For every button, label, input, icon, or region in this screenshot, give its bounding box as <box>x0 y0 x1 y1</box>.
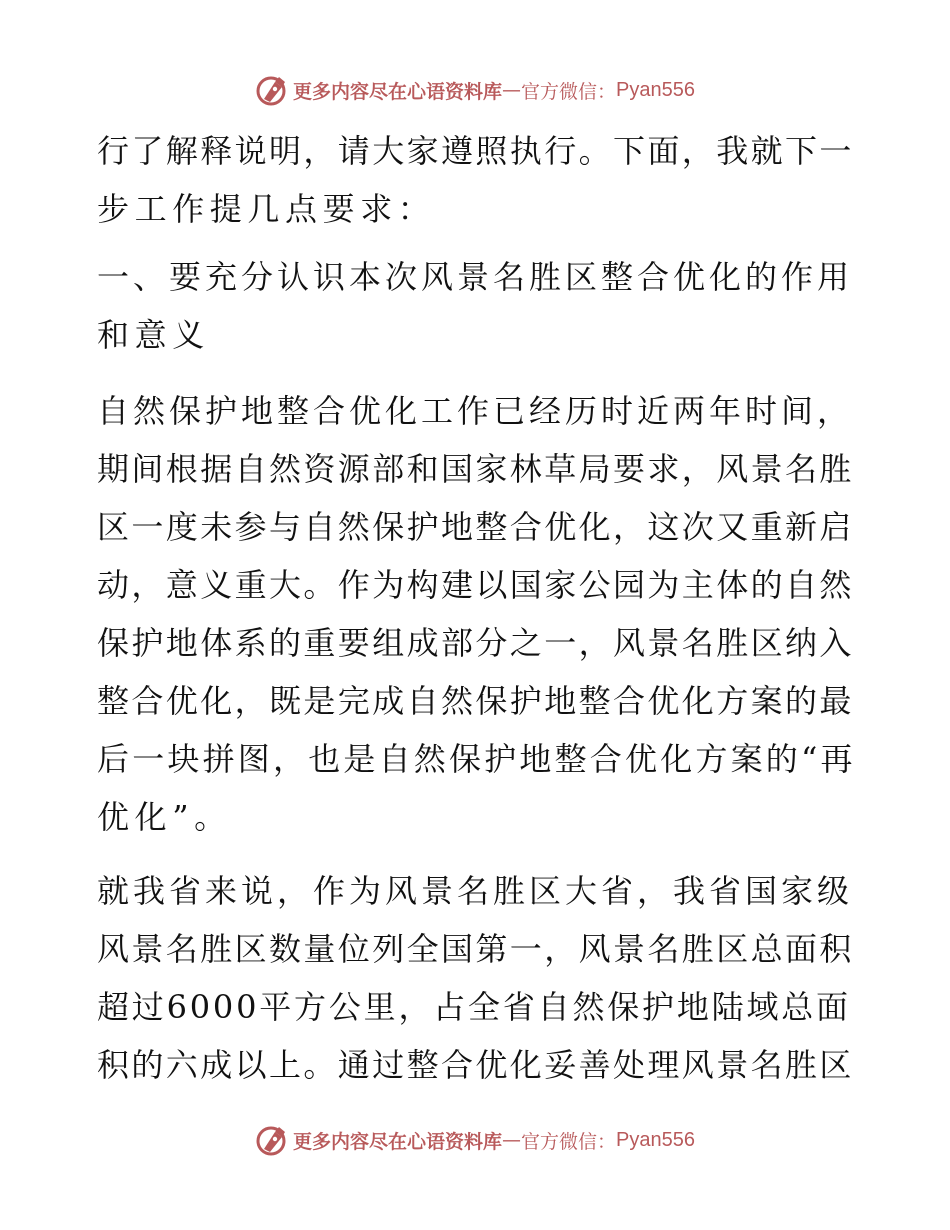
watermark-dash: — <box>502 1129 522 1151</box>
footer-watermark <box>0 1120 950 1160</box>
body-line: 优化”。 <box>97 798 232 836</box>
body-line: 步工作提几点要求： <box>97 190 436 228</box>
section-heading-line: 一、要充分认识本次风景名胜区整合优化的作用 <box>97 258 854 296</box>
watermark-text: 更多内容尽在心语资料库 <box>293 80 503 103</box>
watermark-wechat-id: Pyan556 <box>616 1128 695 1151</box>
body-line: 超过6000平方公里，占全省自然保护地陆域总面 <box>97 988 851 1026</box>
watermark-text: 更多内容尽在心语资料库 <box>293 1130 503 1153</box>
watermark-wechat-label: 官方微信： <box>521 80 617 103</box>
body-line: 积的六成以上。通过整合优化妥善处理风景名胜区 <box>97 1046 854 1084</box>
pen-nib-icon <box>255 73 289 107</box>
body-line: 后一块拼图，也是自然保护地整合优化方案的“再 <box>97 740 856 778</box>
watermark-dash: — <box>502 79 522 101</box>
body-line: 就我省来说，作为风景名胜区大省，我省国家级 <box>97 872 854 910</box>
body-line: 区一度未参与自然保护地整合优化，这次又重新启 <box>97 508 854 546</box>
body-line: 保护地体系的重要组成部分之一，风景名胜区纳入 <box>97 624 854 662</box>
body-line: 风景名胜区数量位列全国第一，风景名胜区总面积 <box>97 930 854 968</box>
header-watermark <box>0 70 950 110</box>
watermark-wechat-label: 官方微信： <box>521 1130 617 1153</box>
body-line: 动，意义重大。作为构建以国家公园为主体的自然 <box>97 566 854 604</box>
body-line: 整合优化，既是完成自然保护地整合优化方案的最 <box>97 682 854 720</box>
body-line: 自然保护地整合优化工作已经历时近两年时间， <box>97 392 854 430</box>
body-line: 行了解释说明，请大家遵照执行。下面，我就下一 <box>97 132 854 170</box>
watermark-wechat-id: Pyan556 <box>616 78 695 101</box>
pen-nib-icon <box>255 1123 289 1157</box>
body-line: 期间根据自然资源部和国家林草局要求，风景名胜 <box>97 450 854 488</box>
section-heading-line: 和意义 <box>97 316 210 354</box>
